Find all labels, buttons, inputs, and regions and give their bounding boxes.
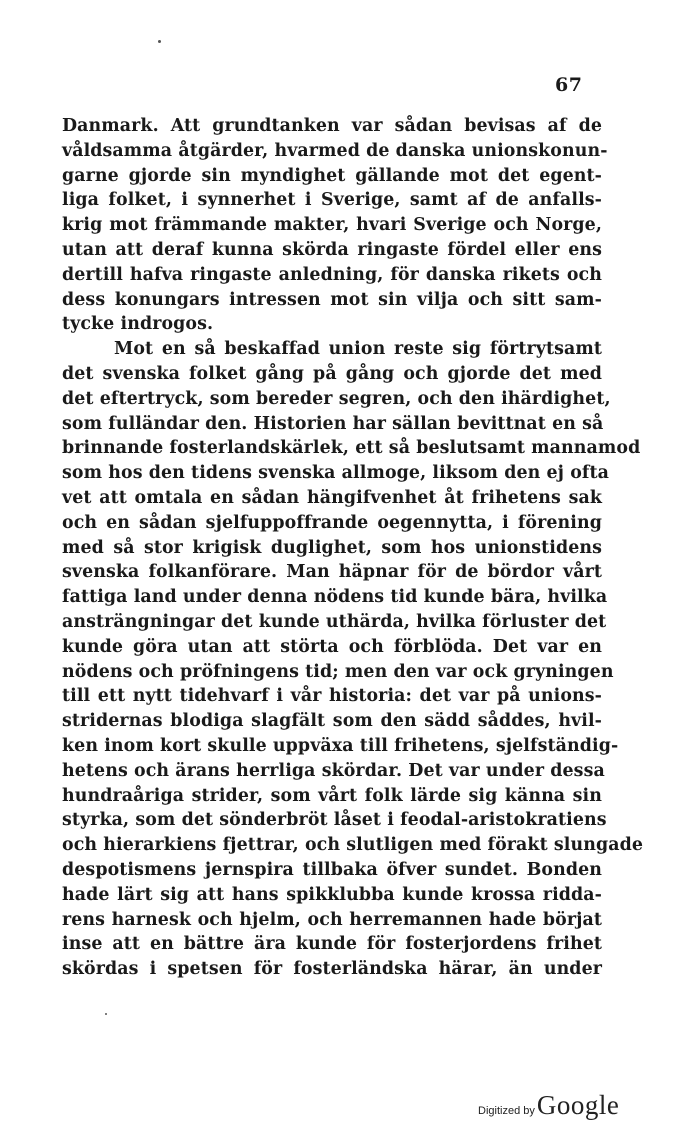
text-line: vet att omtala en sådan hängifvenhet åt frihetens sak	[62, 487, 602, 508]
text-line: garne gjorde sin myndighet gällande mot det egent-	[62, 165, 602, 186]
text-line: inse att en bättre ära kunde för fosterjordens frihet	[62, 934, 602, 955]
text-line: hade lärt sig att hans spikklubba kunde krossa ridda-	[62, 884, 602, 905]
body-text	[62, 114, 644, 982]
text-line: dertill hafva ringaste anledning, för danska rikets och	[62, 264, 602, 285]
scan-speck	[105, 1013, 107, 1015]
text-line: krig mot främmande makter, hvari Sverige och Norge,	[62, 215, 602, 236]
text-line: ansträngningar det kunde uthärda, hvilka förluster det	[62, 611, 607, 632]
text-line: till ett nytt tidehvarf i vår historia: det var på unions-	[62, 686, 602, 707]
text-line: brinnande fosterlandskärlek, ett så beslutsamt mannamod	[62, 438, 641, 459]
text-line: ken inom kort skulle uppväxa till frihetens, sjelfständig-	[62, 735, 619, 756]
text-line: dess konungars intressen mot sin vilja och sitt sam-	[62, 289, 602, 310]
text-line: utan att deraf kunna skörda ringaste fördel eller ens	[62, 239, 602, 260]
text-line: och hierarkiens fjettrar, och slutligen med förakt slungade	[62, 835, 644, 856]
page-number: 67	[555, 74, 583, 96]
text-line: det svenska folket gång på gång och gjorde det med	[62, 363, 602, 384]
text-line: styrka, som det sönderbröt låset i feodal-aristokratiens	[62, 810, 607, 831]
text-line: liga folket, i synnerhet i Sverige, samt af de anfalls-	[62, 190, 602, 211]
text-line: våldsamma åtgärder, hvarmed de danska unionskonun-	[62, 140, 608, 161]
text-line: hetens och ärans herrliga skördar. Det var under dessa	[62, 760, 605, 781]
paragraph-2	[62, 337, 644, 982]
text-line: skördas i spetsen för fosterländska härar, än under	[62, 959, 602, 980]
text-line: svenska folkanförare. Man häpnar för de bördor vårt	[62, 562, 602, 583]
text-line: despotismens jernspira tillbaka öfver sundet. Bonden	[62, 859, 602, 880]
text-line: nödens och pröfningens tid; men den var ock gryningen	[62, 661, 614, 682]
text-line: som hos den tidens svenska allmoge, liksom den ej ofta	[62, 463, 610, 484]
text-line: och en sådan sjelfuppoffrande oegennytta, i förening	[62, 512, 602, 533]
text-line: fattiga land under denna nödens tid kunde bära, hvilka	[62, 587, 608, 608]
digitized-by-google-watermark	[478, 1090, 619, 1121]
text-line: hundraåriga strider, som vårt folk lärde sig känna sin	[62, 785, 602, 806]
text-line: Danmark. Att grundtanken var sådan bevisas af de	[62, 116, 602, 136]
text-line: med så stor krigisk duglighet, som hos unionstidens	[62, 537, 602, 558]
paragraph-1	[62, 114, 608, 337]
text-line: det eftertryck, som bereder segren, och den ihärdighet,	[62, 388, 611, 409]
watermark-prefix: Digitized by	[478, 1105, 535, 1117]
text-line: Mot en så beskaffad union reste sig förtrytsamt	[114, 339, 602, 360]
text-line: som fulländar den. Historien har sällan bevittnat en så	[62, 413, 604, 434]
google-logo: Google	[536, 1090, 620, 1120]
text-line: stridernas blodiga slagfält som den sädd såddes, hvil-	[62, 711, 602, 732]
text-line: tycke indrogos.	[62, 314, 214, 335]
text-line: kunde göra utan att störta och förblöda. Det var en	[62, 636, 602, 657]
scan-speck	[158, 40, 161, 43]
text-line: rens harnesk och hjelm, och herremannen hade börjat	[62, 909, 602, 930]
